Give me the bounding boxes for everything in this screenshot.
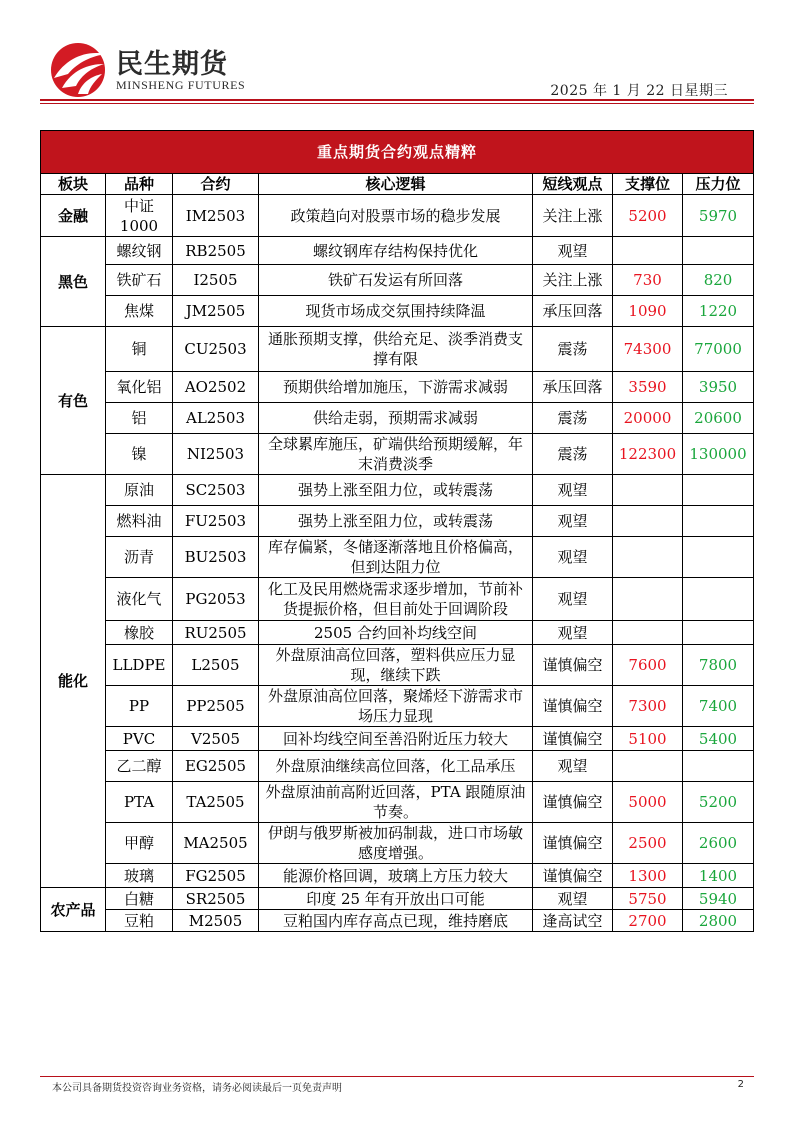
contract-cell: L2505: [173, 645, 259, 686]
logic-cell: 豆粕国内库存高点已现，维持磨底: [259, 910, 533, 932]
resistance-cell: 5200: [683, 782, 754, 823]
contract-cell: FU2503: [173, 506, 259, 537]
table-row: [41, 727, 754, 751]
table-row: [41, 537, 754, 578]
view-cell: 谨慎偏空: [533, 782, 613, 823]
variety-cell: 铁矿石: [106, 265, 173, 296]
contract-cell: CU2503: [173, 327, 259, 372]
table-row: [41, 910, 754, 932]
contract-cell: JM2505: [173, 296, 259, 327]
variety-cell: 橡胶: [106, 621, 173, 645]
resistance-cell: 1400: [683, 864, 754, 888]
table-row: [41, 327, 754, 372]
logic-cell: 外盘原油继续高位回落，化工品承压: [259, 751, 533, 782]
table-row: [41, 782, 754, 823]
table-row: [41, 506, 754, 537]
support-cell: 5000: [613, 782, 683, 823]
support-cell: 1090: [613, 296, 683, 327]
support-cell: 7300: [613, 686, 683, 727]
logic-cell: 现货市场成交氛围持续降温: [259, 296, 533, 327]
column-header: 核心逻辑: [259, 174, 533, 195]
table-row: [41, 864, 754, 888]
view-cell: 谨慎偏空: [533, 864, 613, 888]
variety-cell: 氧化铝: [106, 372, 173, 403]
view-cell: 震荡: [533, 327, 613, 372]
table-row: [41, 578, 754, 621]
variety-cell: 豆粕: [106, 910, 173, 932]
view-cell: 观望: [533, 621, 613, 645]
support-cell: 3590: [613, 372, 683, 403]
sector-cell: 有色: [41, 327, 106, 475]
resistance-cell: 5940: [683, 888, 754, 910]
table-row: [41, 686, 754, 727]
resistance-cell: 1220: [683, 296, 754, 327]
contract-cell: SC2503: [173, 475, 259, 506]
column-header: 压力位: [683, 174, 754, 195]
table-row: [41, 751, 754, 782]
variety-cell: LLDPE: [106, 645, 173, 686]
contract-cell: IM2503: [173, 195, 259, 237]
resistance-cell: 130000: [683, 434, 754, 475]
support-cell: [613, 237, 683, 265]
resistance-cell: 5970: [683, 195, 754, 237]
logic-cell: 强势上涨至阻力位，或转震荡: [259, 506, 533, 537]
support-cell: [613, 751, 683, 782]
contract-cell: BU2503: [173, 537, 259, 578]
sector-cell: 能化: [41, 475, 106, 888]
logic-cell: 印度 25 年有开放出口可能: [259, 888, 533, 910]
view-cell: 观望: [533, 506, 613, 537]
view-cell: 谨慎偏空: [533, 823, 613, 864]
brand-name-en: MINSHENG FUTURES: [116, 78, 246, 92]
logic-cell: 回补均线空间至善沿附近压力较大: [259, 727, 533, 751]
variety-cell: 甲醇: [106, 823, 173, 864]
view-cell: 承压回落: [533, 372, 613, 403]
resistance-cell: 77000: [683, 327, 754, 372]
header-divider: [40, 99, 754, 101]
variety-cell: 液化气: [106, 578, 173, 621]
contract-cell: EG2505: [173, 751, 259, 782]
table-row: [41, 645, 754, 686]
table-row: [41, 296, 754, 327]
support-cell: 2500: [613, 823, 683, 864]
contract-cell: AO2502: [173, 372, 259, 403]
variety-cell: 铝: [106, 403, 173, 434]
support-cell: 730: [613, 265, 683, 296]
column-header: 短线观点: [533, 174, 613, 195]
column-header: 合约: [173, 174, 259, 195]
logic-cell: 能源价格回调，玻璃上方压力较大: [259, 864, 533, 888]
logic-cell: 2505 合约回补均线空间: [259, 621, 533, 645]
support-cell: 2700: [613, 910, 683, 932]
contract-cell: SR2505: [173, 888, 259, 910]
logic-cell: 外盘原油高位回落，塑料供应压力显现，继续下跌: [259, 645, 533, 686]
brand-name-cn: 民生期货: [116, 49, 228, 80]
logic-cell: 政策趋向对股票市场的稳步发展: [259, 195, 533, 237]
logic-cell: 伊朗与俄罗斯被加码制裁，进口市场敏感度增强。: [259, 823, 533, 864]
logic-cell: 全球累库施压，矿端供给预期缓解，年末消费淡季: [259, 434, 533, 475]
support-cell: 74300: [613, 327, 683, 372]
view-cell: 谨慎偏空: [533, 645, 613, 686]
support-cell: 20000: [613, 403, 683, 434]
sector-cell: 农产品: [41, 888, 106, 932]
table-title: 重点期货合约观点精粹: [41, 131, 754, 174]
logic-cell: 铁矿石发运有所回落: [259, 265, 533, 296]
footer-divider: [40, 1076, 754, 1077]
logic-cell: 库存偏紧，冬储逐渐落地且价格偏高，但到达阻力位: [259, 537, 533, 578]
table-row: [41, 237, 754, 265]
support-cell: 5200: [613, 195, 683, 237]
contract-cell: RB2505: [173, 237, 259, 265]
report-date: 2025 年 1 月 22 日星期三: [550, 83, 728, 99]
sector-cell: 黑色: [41, 237, 106, 327]
view-cell: 谨慎偏空: [533, 727, 613, 751]
view-cell: 观望: [533, 578, 613, 621]
contract-cell: I2505: [173, 265, 259, 296]
view-cell: 关注上涨: [533, 195, 613, 237]
contract-cell: M2505: [173, 910, 259, 932]
support-cell: 5750: [613, 888, 683, 910]
table-row: [41, 434, 754, 475]
resistance-cell: [683, 237, 754, 265]
view-cell: 观望: [533, 237, 613, 265]
view-cell: 逢高试空: [533, 910, 613, 932]
contract-cell: MA2505: [173, 823, 259, 864]
variety-cell: 白糖: [106, 888, 173, 910]
table-row: [41, 475, 754, 506]
variety-cell: 焦煤: [106, 296, 173, 327]
support-cell: [613, 506, 683, 537]
minsheng-logo: [48, 40, 110, 98]
support-cell: [613, 578, 683, 621]
column-header: 板块: [41, 174, 106, 195]
table-row: [41, 823, 754, 864]
support-cell: 122300: [613, 434, 683, 475]
resistance-cell: [683, 475, 754, 506]
resistance-cell: 5400: [683, 727, 754, 751]
resistance-cell: [683, 751, 754, 782]
table-row: [41, 195, 754, 237]
variety-cell: PP: [106, 686, 173, 727]
support-cell: [613, 621, 683, 645]
contract-cell: PP2505: [173, 686, 259, 727]
support-cell: 7600: [613, 645, 683, 686]
logic-cell: 强势上涨至阻力位，或转震荡: [259, 475, 533, 506]
variety-cell: 玻璃: [106, 864, 173, 888]
header-divider-thin: [40, 103, 754, 104]
resistance-cell: 7400: [683, 686, 754, 727]
view-cell: 关注上涨: [533, 265, 613, 296]
resistance-cell: [683, 578, 754, 621]
logic-cell: 化工及民用燃烧需求逐步增加，节前补货提振价格，但目前处于回调阶段: [259, 578, 533, 621]
view-cell: 观望: [533, 537, 613, 578]
contract-cell: V2505: [173, 727, 259, 751]
table-row: [41, 403, 754, 434]
variety-cell: 铜: [106, 327, 173, 372]
resistance-cell: 7800: [683, 645, 754, 686]
variety-cell: PTA: [106, 782, 173, 823]
contract-cell: RU2505: [173, 621, 259, 645]
table-row: [41, 265, 754, 296]
variety-cell: 沥青: [106, 537, 173, 578]
view-cell: 观望: [533, 888, 613, 910]
column-header: 品种: [106, 174, 173, 195]
variety-cell: 燃料油: [106, 506, 173, 537]
table-row: [41, 372, 754, 403]
page-number: 2: [737, 1079, 744, 1090]
logic-cell: 预期供给增加施压，下游需求减弱: [259, 372, 533, 403]
resistance-cell: 2600: [683, 823, 754, 864]
table-row: [41, 888, 754, 910]
disclaimer: 本公司具备期货投资咨询业务资格，请务必阅读最后一页免责声明: [52, 1083, 342, 1094]
view-cell: 观望: [533, 475, 613, 506]
variety-cell: 镍: [106, 434, 173, 475]
resistance-cell: [683, 621, 754, 645]
column-header: 支撑位: [613, 174, 683, 195]
resistance-cell: 2800: [683, 910, 754, 932]
view-cell: 震荡: [533, 434, 613, 475]
contract-cell: TA2505: [173, 782, 259, 823]
contract-cell: PG2053: [173, 578, 259, 621]
logic-cell: 供给走弱，预期需求减弱: [259, 403, 533, 434]
view-cell: 观望: [533, 751, 613, 782]
support-cell: 1300: [613, 864, 683, 888]
contract-cell: NI2503: [173, 434, 259, 475]
support-cell: 5100: [613, 727, 683, 751]
logic-cell: 螺纹钢库存结构保持优化: [259, 237, 533, 265]
logic-cell: 外盘原油高位回落，聚烯烃下游需求市场压力显现: [259, 686, 533, 727]
variety-cell: 螺纹钢: [106, 237, 173, 265]
variety-cell: 原油: [106, 475, 173, 506]
resistance-cell: [683, 506, 754, 537]
resistance-cell: 20600: [683, 403, 754, 434]
contract-cell: FG2505: [173, 864, 259, 888]
support-cell: [613, 537, 683, 578]
logic-cell: 外盘原油前高附近回落，PTA 跟随原油节奏。: [259, 782, 533, 823]
logic-cell: 通胀预期支撑，供给充足、淡季消费支撑有限: [259, 327, 533, 372]
sector-cell: 金融: [41, 195, 106, 237]
support-cell: [613, 475, 683, 506]
view-cell: 震荡: [533, 403, 613, 434]
table-row: [41, 621, 754, 645]
view-cell: 谨慎偏空: [533, 686, 613, 727]
variety-cell: PVC: [106, 727, 173, 751]
contract-cell: AL2503: [173, 403, 259, 434]
resistance-cell: 820: [683, 265, 754, 296]
futures-views-table: [40, 130, 754, 932]
variety-cell: 乙二醇: [106, 751, 173, 782]
view-cell: 承压回落: [533, 296, 613, 327]
resistance-cell: [683, 537, 754, 578]
resistance-cell: 3950: [683, 372, 754, 403]
variety-cell: 中证1000: [106, 195, 173, 237]
